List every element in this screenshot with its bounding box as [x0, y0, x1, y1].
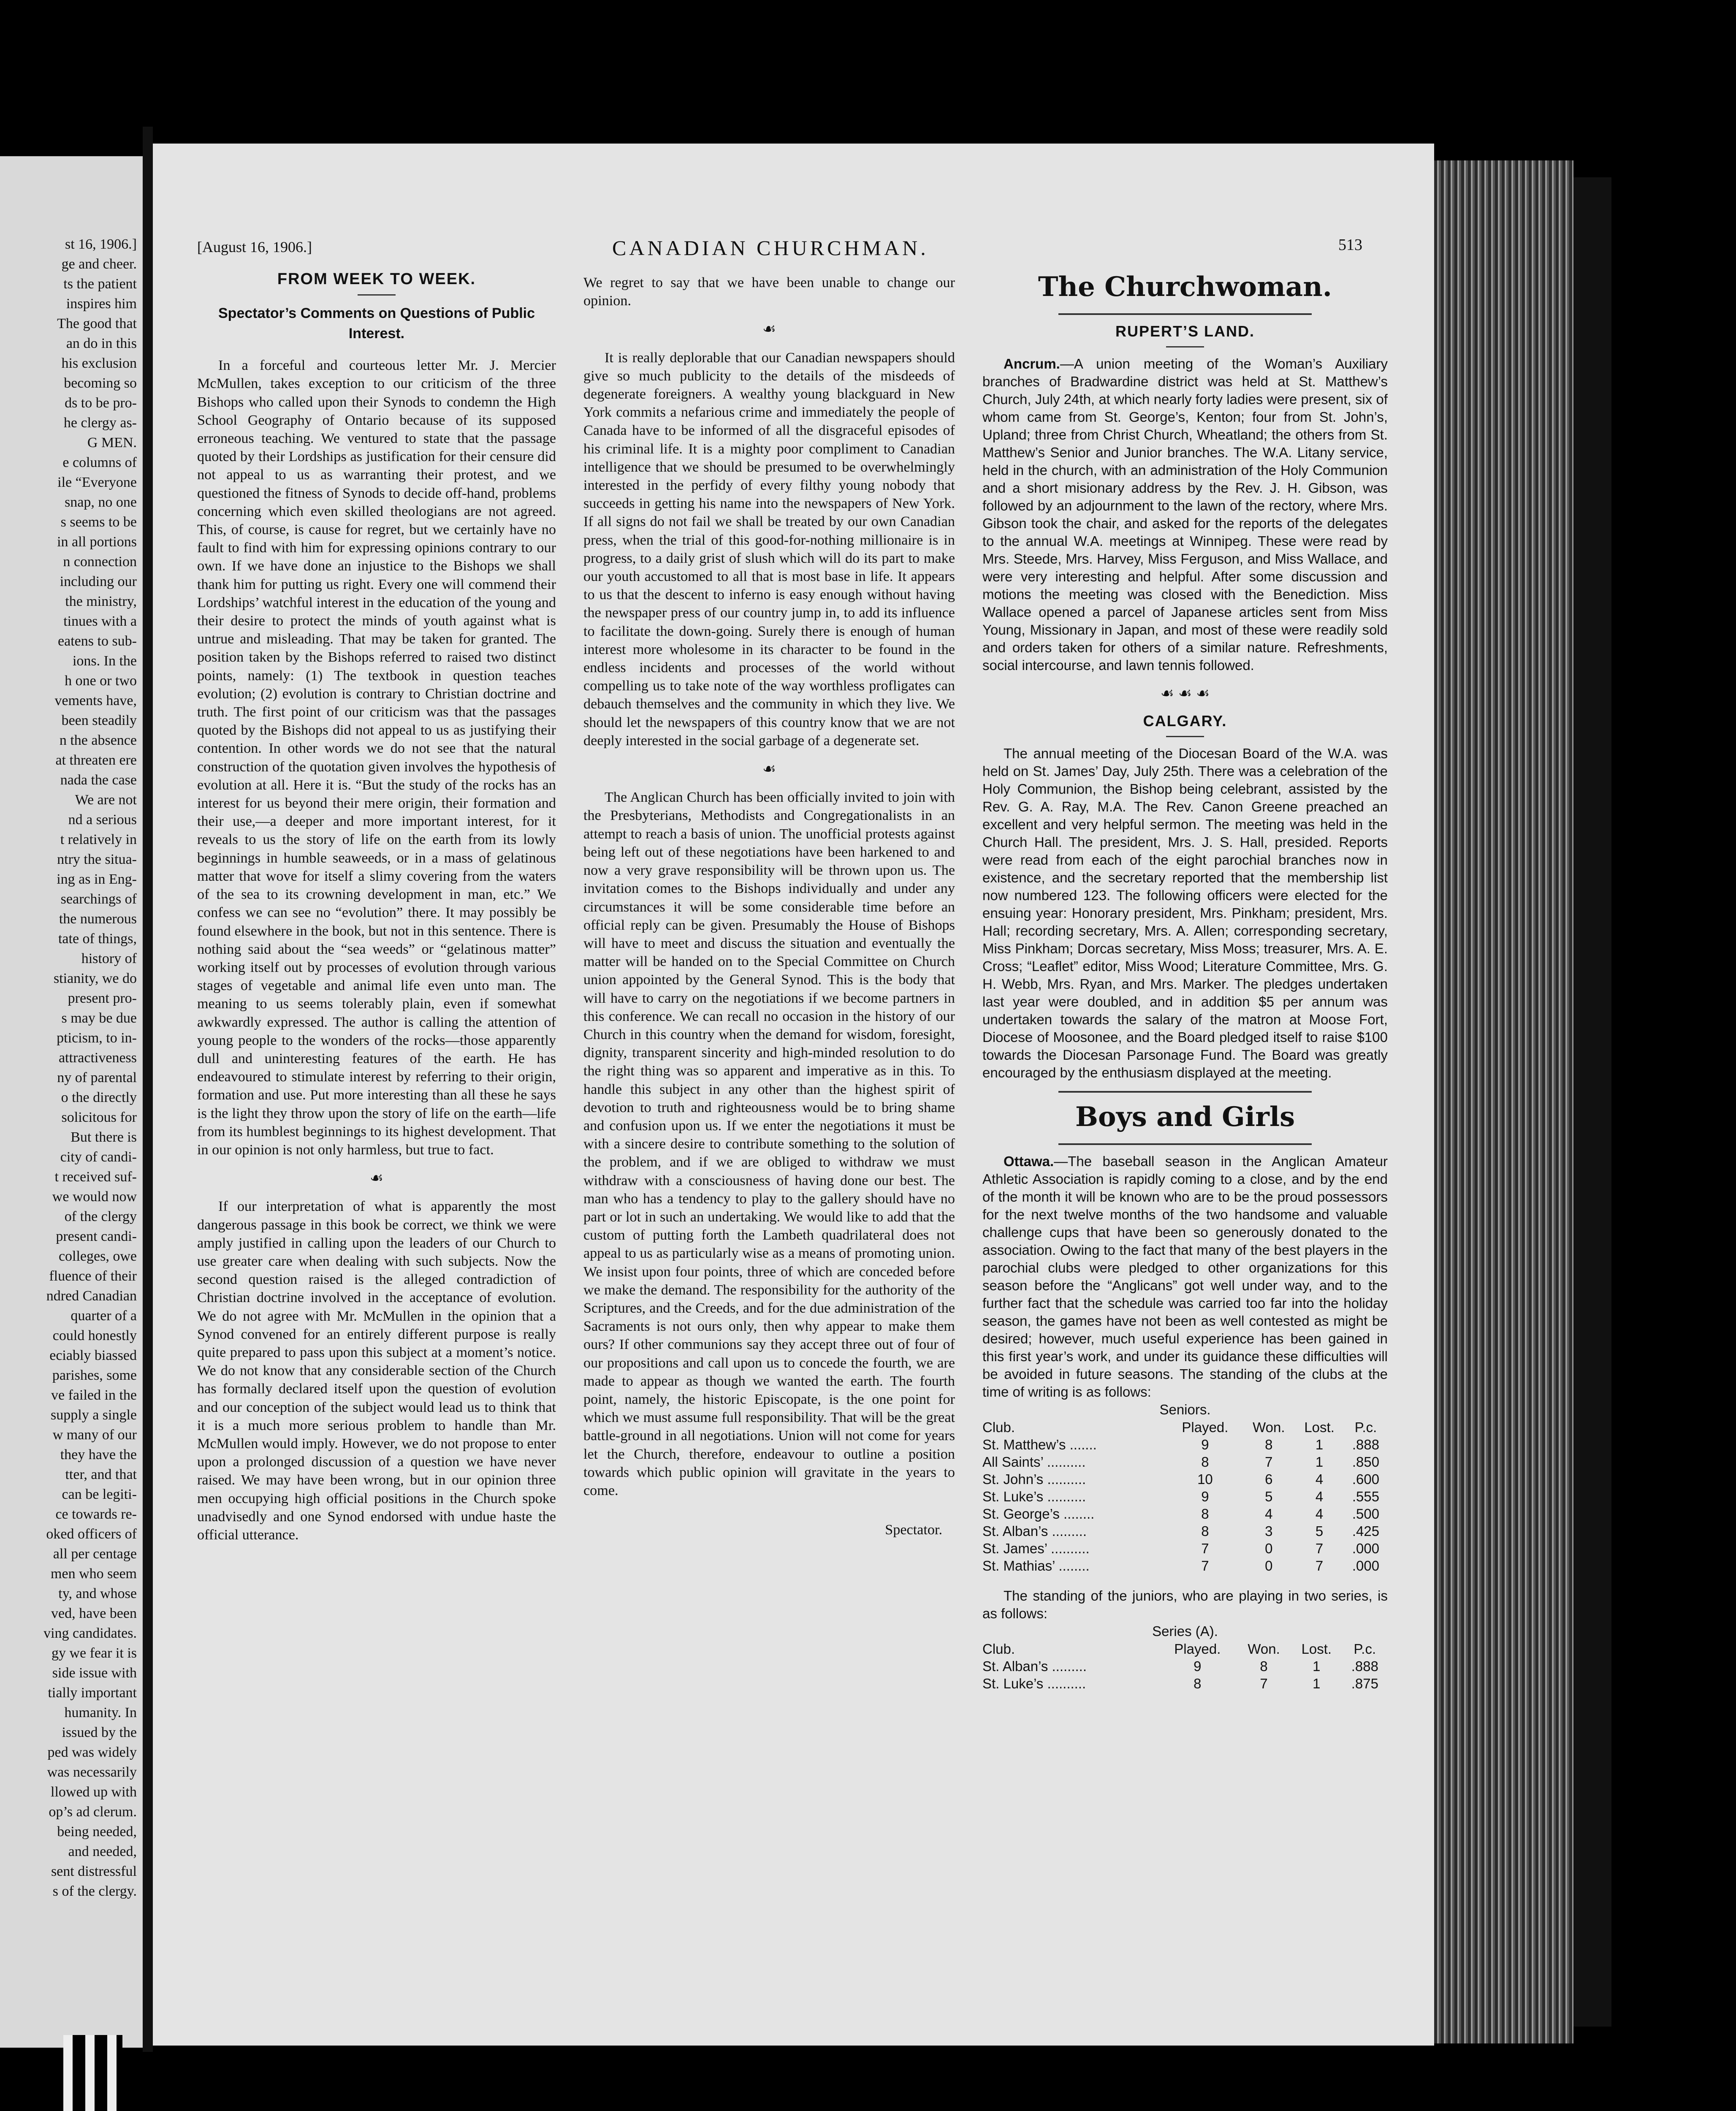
left-page-line: snap, no one	[65, 494, 137, 510]
left-page-line: op’s ad clerum.	[49, 1804, 137, 1820]
table-cell: .555	[1352, 1489, 1380, 1504]
header-date: [August 16, 1906.]	[197, 239, 312, 255]
left-page-line: But there is	[71, 1129, 137, 1145]
book-gutter	[143, 127, 153, 2052]
table-cell: 3	[1265, 1523, 1273, 1539]
left-page-line: ge and cheer.	[61, 256, 137, 272]
table-cell: .875	[1351, 1676, 1378, 1691]
column-middle	[583, 274, 955, 1539]
table-cell: St. John’s ..........	[982, 1471, 1086, 1487]
table-cell: .888	[1352, 1437, 1380, 1452]
left-page-line: st 16, 1906.]	[65, 236, 137, 252]
left-page-line: solicitous for	[61, 1110, 137, 1125]
left-page-line: ing as in Eng-	[57, 871, 137, 887]
paragraph: —A union meeting of the Woman’s Auxiliary branches of Bradwardine district was held at St. Matthew’s Church, July 24th, at which nearly forty ladies were present, six of whom came from St. George’s, Kenton; four from St. John’s, Upland; three from Christ Church, Wheatland; the others from St. Matthew’s Senior and Junior branches. The W.A. Litany service, held in the church, with an administration of the Holy Communion and a short misionary address by the Rev. J. H. Gibson, was followed by an adjournment to the lawn of the rectory, where Mrs. Gibson took the chair, and asked for the reports of the delegates to the annual W.A. meetings at Winnipeg. These were read by Mrs. Steede, Mrs. Harvey, Miss Ferguson, and Miss Wallace, and were very interesting and helpful. After some discussion and motions the meeting was closed with the Benediction. Miss Wallace opened a parcel of Japanese articles sent from Miss Young, Missionary in Japan, and most of these were readily sold and orders taken for others of a similar nature. Refreshments, social intercourse, and lawn tennis followed.	[982, 356, 1388, 673]
left-page-line: issued by the	[62, 1725, 137, 1740]
left-page-line: searchings of	[60, 891, 137, 907]
left-page-line: ntry the situa-	[57, 852, 137, 867]
table-header: Club.	[982, 1419, 1015, 1435]
left-page-line: w many of our	[52, 1427, 137, 1443]
left-page-line: was necessarily	[47, 1764, 137, 1780]
left-page-line: ving candidates.	[43, 1625, 137, 1641]
left-page-line: G MEN.	[87, 435, 137, 450]
left-page-line: e columns of	[62, 455, 137, 470]
table-cell: 1	[1315, 1454, 1324, 1470]
book-edge-shadow	[1573, 177, 1611, 2027]
table-cell: .000	[1352, 1558, 1380, 1574]
rule-divider	[1166, 346, 1204, 347]
left-page-line: side issue with	[52, 1665, 137, 1681]
paragraph: The Anglican Church has been officially invited to join with the Presbyterians, Methodists and Congregationalists in an attempt to reach a basis of union. The unofficial protests against being left out of these negotiations have been harkened to and now a very grave responsibility will be thrown upon us. The invitation comes to the Bishops individually and under any circumstances it will be some considerable time before an official reply can be given. Presumably the House of Bishops will have to meet and discuss the situation and eventually the matter will be handed on to the Special Committee on Church union appointed by the General Synod. This is the body that will have to carry on the negotiations if we become partners in this conference. We can recall no occasion in the history of our Church in this country when the demand for wisdom, foresight, dignity, transparent sincerity and high-minded resolution to do the right thing was so apparent and imperative as in this. To handle this subject in any other than the highest spirit of devotion to truth and righteousness would be to bring shame and confusion upon us. If we enter the negotiations it must be with a sincere desire to contribute something to the solution of the problem, and if we are obliged to withdraw we must withdraw with a consciousness of having done our best. The man who has a tendency to play to the gallery should have no part or lot in such an undertaking. We would like to add that the custom of putting forth the Lambeth quadrilateral does not appeal to us as particularly wise as a means of promoting union. We insist upon four points, three of which are conceded before we make the demand. The responsibility for the authority of the Scriptures, and the Creeds, and for the due administration of the Sacraments is not ours only, then why appear to make them ours? If other communions say they accept three out of four of our propositions and call upon us to concede the fourth, we are made to appear as though we wanted the earth. The fourth point, namely, the historic Episcopate, is the one point for which we must assume full responsibility. That will be the great battle-ground in all negotiations. Union will not come for years let the Church, therefore, endeavour to outline a position towards which public opinion will gravitate in the years to come.	[583, 790, 955, 1498]
left-page-line: t relatively in	[60, 832, 137, 847]
table-cell: 5	[1265, 1489, 1273, 1504]
left-page-line: s may be due	[61, 1010, 137, 1026]
left-page-fragment	[0, 156, 143, 2048]
rule-divider	[1058, 313, 1312, 315]
table-cell: 5	[1315, 1523, 1324, 1539]
table-cell: 7	[1315, 1541, 1324, 1556]
left-page-line: ile “Everyone	[57, 475, 137, 490]
left-page-line: llowed up with	[51, 1784, 137, 1800]
left-page-line: ions. In the	[72, 653, 137, 669]
rule-divider	[358, 294, 396, 296]
table-header: Played.	[1182, 1419, 1229, 1435]
left-page-line: parishes, some	[52, 1368, 137, 1383]
left-page-line: of the clergy	[64, 1209, 137, 1224]
page-edges	[1434, 160, 1573, 2043]
left-page-line: inspires him	[66, 296, 137, 312]
table-cell: 7	[1265, 1454, 1273, 1470]
table-cell: 4	[1315, 1471, 1324, 1487]
table-row	[982, 1522, 1388, 1540]
page-header	[153, 236, 1434, 261]
left-page-line: becoming so	[64, 375, 137, 391]
left-page-line: supply a single	[51, 1407, 137, 1423]
table-label: Seniors.	[1159, 1402, 1211, 1417]
ornament-icon: ☙	[369, 1169, 384, 1187]
left-page-line: oked officers of	[46, 1526, 137, 1542]
table-cell: 7	[1260, 1676, 1268, 1691]
ornament-icon: ☙	[762, 320, 776, 338]
left-page-line: in all portions	[57, 534, 137, 550]
table-cell: St. James’ ..........	[982, 1541, 1090, 1556]
series-a-table	[982, 1640, 1388, 1692]
table-row	[982, 1471, 1388, 1488]
column-subheading: Spectator’s Comments on Questions of Public Interest.	[218, 305, 535, 342]
left-page-line: vements have,	[54, 693, 137, 708]
left-page-line: ds to be pro-	[65, 395, 137, 411]
table-cell: 8	[1201, 1506, 1209, 1522]
table-row	[982, 1436, 1388, 1453]
left-page-line: h one or two	[65, 673, 137, 689]
left-page-line: tter, and that	[65, 1467, 137, 1482]
left-page-line: n connection	[63, 554, 137, 570]
left-page-line: including our	[60, 574, 137, 589]
left-page-line: city of candi-	[60, 1149, 137, 1165]
table-cell: 8	[1201, 1454, 1209, 1470]
rule-divider	[1058, 1143, 1312, 1145]
table-cell: .600	[1352, 1471, 1380, 1487]
paragraph: The standing of the juniors, who are playing in two series, is as follows:	[982, 1588, 1388, 1621]
table-cell: St. Alban’s .........	[982, 1658, 1087, 1674]
table-cell: 4	[1315, 1506, 1324, 1522]
left-page-line: eatens to sub-	[58, 633, 137, 649]
table-cell: 10	[1197, 1471, 1213, 1487]
table-row	[982, 1505, 1388, 1522]
left-page-line: present candi-	[56, 1229, 137, 1244]
table-header-row	[982, 1419, 1388, 1436]
table-row	[982, 1488, 1388, 1505]
left-page-line: present pro-	[68, 990, 137, 1006]
ornament-icon: ☙	[762, 760, 776, 778]
table-cell: 4	[1265, 1506, 1273, 1522]
left-page-line: can be legiti-	[62, 1487, 137, 1502]
table-header: Club.	[982, 1641, 1015, 1657]
left-page-line: tinues with a	[63, 613, 137, 629]
left-page-line: at threaten ere	[55, 752, 137, 768]
left-page-line: pticism, to in-	[57, 1030, 137, 1046]
paragraph: —The baseball season in the Anglican Amateur Athletic Association is rapidly coming to a close, and by the end of the month it will be known who are to be the proud possessors for the next twelve months of the two handsome and valuable challenge cups that have been so generously donated to the association. Owing to the fact that many of the best players in the parochial clubs were pledged to other organizations for this season before the “Anglicans” got well under way, and to the further fact that the schedule was carried too far into the holiday season, the games have not been as well contested as might be desired; however, much useful experience has been gained in this first year’s work, and under its guidance these difficulties will be avoided in future seasons. The standing of the clubs at the time of writing is as follows:	[982, 1153, 1388, 1400]
left-page-line: s of the clergy.	[52, 1883, 137, 1899]
table-cell: 6	[1265, 1471, 1273, 1487]
place-name: Ancrum.	[1004, 356, 1060, 372]
left-page-line: we would now	[52, 1189, 137, 1205]
column-heading: FROM WEEK TO WEEK.	[277, 270, 476, 288]
left-page-line: ts the patient	[63, 276, 137, 292]
table-cell: 9	[1201, 1489, 1209, 1504]
left-page-line: ny of parental	[57, 1070, 137, 1085]
ornament-icon: ☙ ☙ ☙	[1160, 684, 1210, 702]
table-cell: 8	[1265, 1437, 1273, 1452]
table-cell: 7	[1315, 1558, 1324, 1574]
left-page-line: they have the	[60, 1447, 137, 1463]
table-row	[982, 1557, 1388, 1574]
left-page-line: ped was widely	[47, 1745, 137, 1760]
diocese-heading: RUPERT’S LAND.	[1115, 323, 1255, 340]
left-page-line: been steadily	[61, 713, 137, 728]
table-cell: .425	[1352, 1523, 1380, 1539]
table-row	[982, 1453, 1388, 1471]
left-page-line: all per centage	[53, 1546, 137, 1562]
table-cell: 4	[1315, 1489, 1324, 1504]
left-page-line: nd a serious	[68, 812, 137, 828]
place-name: Ottawa.	[1004, 1153, 1054, 1169]
table-header: P.c.	[1354, 1419, 1377, 1435]
table-header-row	[982, 1640, 1388, 1658]
table-cell: St. Mathias’ ........	[982, 1558, 1090, 1574]
left-page-line: he clergy as-	[63, 415, 137, 431]
table-row	[982, 1540, 1388, 1557]
paragraph: In a forceful and courteous letter Mr. J. Mercier McMullen, takes exception to our criticism of the three Bishops who called upon their Synods to condemn the High School Geography of Ontario because of its supposed erroneous teaching. We ventured to state that the passage quoted by their Lordships as justification for their censure did not appeal to us as warranting their protest, and we questioned the fitness of Synods to decide off-hand, problems concerning which even skilled theologians are not agreed. This, of course, is cause for regret, but we certainly have no fault to find with him for expressing opinions contrary to our own. If we have done an injustice to the Bishops we shall thank him for putting us right. Every one will commend their Lordships’ watchful interest in the education of the young and their desire to protect the minds of youth against what is untrue and misleading. That may be taken for granted. The position taken by the Bishops referred to raised two distinct points, namely: (1) The textbook in question teaches evolution; (2) evolution is contrary to Christian doctrine and truth. The first point of our criticism was that the passages quoted by the Bishops did not appeal to us as justifying their contention. In other words we do not see that the natural construction of the quotation given involves the hypothesis of evolution at all. Here it is. “But the study of the rocks has an interest for us beyond their mere origin, their formation and their use,—a deeper and more important interest, for it reveals to us the story of life on the earth from its lowly beginnings in humble seaweeds, or in a mass of gelatinous matter that wove for itself a slimy covering from the waters of the sea to its crowning development in man, etc.” We confess we can see no “evolution” there. It may possibly be found elsewhere in the book, but not in this sentence. There is nothing said about the “sea weeds” or “gelatinous matter” working itself out by processes of evolution through various stages of vegetable and animal life even unto man. The meaning to us seems tolerably plain, even if somewhat awkwardly expressed. The author is calling the attention of young people to the wonders of the rocks—those apparently dull and uninteresting features of the earth. He has endeavoured to stimulate interest by referring to their origin, formation and use. Put more interesting than all these he says is the light they throw upon the story of life on the earth—life from its humblest beginnings to its highest development. That in our opinion is not only harmless, but true to fact.	[197, 358, 556, 1158]
left-page-line: ved, have been	[51, 1606, 137, 1621]
column-churchwoman	[982, 270, 1388, 1692]
left-page-line: an do in this	[66, 336, 137, 351]
left-page-line: sent distressful	[51, 1864, 137, 1879]
left-page-line: We are not	[75, 792, 137, 808]
table-header: Lost.	[1304, 1419, 1335, 1435]
table-cell: .888	[1351, 1658, 1378, 1674]
header-title: CANADIAN CHURCHMAN.	[612, 236, 929, 260]
table-cell: St. Luke’s ..........	[982, 1489, 1086, 1504]
table-row	[982, 1675, 1388, 1692]
paragraph: If our interpretation of what is apparently the most dangerous passage in this book be correct, we think we were amply justified in calling upon the leaders of our Church to use greater care when dealing with such subjects. Now the second question raised is the alleged contradiction of Christian doctrine involved in the acceptance of evolution. We do not agree with Mr. McMullen in the opinion that a Synod convened for an entirely different purpose is really quite prepared to pass upon this subject at a moment’s notice. We do not know that any considerable section of the Church has formally declared itself upon the question of evolution and our conception of the subject would lead us to think that it is a much more serious problem to handle than Mr. McMullen would imply. However, we do not propose to enter upon a prolonged discussion of a question we have never raised. We may have been wrong, but in our opinion three men occupying high official positions in the Church spoke unadvisedly and one Synod endorsed with undue haste the official utterance.	[197, 1199, 556, 1543]
left-page-line: ty, and whose	[58, 1586, 137, 1601]
left-page-line: colleges, owe	[58, 1248, 137, 1264]
table-cell: 9	[1194, 1658, 1202, 1674]
left-page-line: being needed,	[57, 1824, 137, 1840]
paragraph: It is really deplorable that our Canadian newspapers should give so much publicity to the details of the misdeeds of degenerate foreigners. A wealthy young blackguard in New York commits a nefarious crime and immediately the people of Canada have to be informed of all the disgraceful episodes of his criminal life. It is a mighty poor compliment to Canadian intelligence that we should be presumed to be overwhelmingly interested in the perfidy of every filthy young nobody that succeeds in getting his name into the newspapers of New York. If all signs do not fail we shall be treated by our own Canadian press, when the trial of this good-for-nothing millionaire is in progress, to a daily grist of slush which will do its part to make our youth accustomed to all that is most base in life. It appears to us that the descent to inferno is easy enough without having the newspaper press of our country jump in, to add its influence to facilitate the down-going. Surely there is enough of human interest more wholesome in its character to be found in the endless incidents and processes of the world without compelling us to take note of the way worthless profligates can debauch themselves and the community in which they live. We should let the newspapers of this country know that we are not deeply interested in the social garbage of a degenerate set.	[583, 350, 955, 749]
table-cell: St. Matthew’s .......	[982, 1437, 1097, 1452]
left-page-line: eciably biassed	[49, 1348, 137, 1363]
page-number: 513	[1338, 236, 1362, 254]
scan-border-stripes	[63, 2035, 122, 2111]
table-cell: 0	[1265, 1558, 1273, 1574]
left-page-line: the ministry,	[65, 594, 137, 609]
table-row	[982, 1658, 1388, 1675]
section-title: Boys and Girls	[1075, 1101, 1295, 1133]
left-page-line: o the directly	[61, 1090, 137, 1105]
table-cell: .850	[1352, 1454, 1380, 1470]
table-cell: 1	[1313, 1676, 1321, 1691]
left-page-line: t received suf-	[54, 1169, 137, 1185]
table-cell: 0	[1265, 1541, 1273, 1556]
left-page-line: ve failed in the	[51, 1387, 137, 1403]
paragraph: We regret to say that we have been unable to change our opinion.	[583, 275, 955, 309]
left-page-line: could honestly	[52, 1328, 137, 1343]
table-cell: 1	[1313, 1658, 1321, 1674]
paragraph: The annual meeting of the Diocesan Board of the W.A. was held on St. James’ Day, July 25th. There was a celebration of the Holy Communion, the Bishop being celebrant, assisted by the Rev. G. A. Ray, M.A. The Rev. Canon Greene preached an excellent and very helpful sermon. The meeting was held in the Church Hall. The president, Mrs. J. S. Hall, presided. Reports were read from each of the eight parochial branches now in existence, and the secretary reported that the membership list now numbered 123. The following officers were elected for the ensuing year: Honorary president, Mrs. Pinkham; president, Mrs. Hall; recording secretary, Mrs. A. Allen; corresponding secretary, Miss Pinkham; Dorcas secretary, Miss Moss; treasurer, Mrs. A. E. Cross; “Leaflet” editor, Miss Wood; Literature Committee, Mrs. G. H. Webb, Mrs. Ryan, and Mrs. Marker. The pledges undertaken last year were doubled, and in addition $5 per annum was undertaken towards the salary of the matron at Moose Fort, Diocese of Moosonee, and the Board pledged itself to raise $100 towards the Diocesan Parsonage Fund. The Board was greatly encouraged by the enthusiasm displayed at the meeting.	[982, 746, 1388, 1080]
table-header: P.c.	[1354, 1641, 1376, 1657]
rule-divider	[1058, 1091, 1312, 1093]
left-page-line: his exclusion	[61, 355, 137, 371]
left-page-line: attractiveness	[58, 1050, 137, 1066]
seniors-table	[982, 1419, 1388, 1574]
table-header: Won.	[1248, 1641, 1280, 1657]
left-page-line: n the absence	[59, 733, 137, 748]
table-cell: St. Luke’s ..........	[982, 1676, 1086, 1691]
left-page-line: s seems to be	[60, 514, 137, 530]
table-cell: 9	[1201, 1437, 1209, 1452]
left-page-line: and needed,	[68, 1844, 137, 1859]
table-cell: .000	[1352, 1541, 1380, 1556]
column-from-week-to-week	[197, 270, 556, 1544]
table-cell: 8	[1201, 1523, 1209, 1539]
section-title: The Churchwoman.	[1038, 271, 1332, 303]
left-page-line: quarter of a	[71, 1308, 137, 1324]
table-cell: 1	[1315, 1437, 1324, 1452]
table-cell: .500	[1352, 1506, 1380, 1522]
newspaper-page	[153, 144, 1434, 2046]
table-cell: 8	[1194, 1676, 1202, 1691]
table-cell: 7	[1201, 1558, 1209, 1574]
table-header: Lost.	[1301, 1641, 1332, 1657]
table-header: Played.	[1174, 1641, 1221, 1657]
left-page-line: history of	[81, 951, 137, 966]
left-page-line: tate of things,	[58, 931, 137, 947]
table-label: Series (A).	[1152, 1623, 1218, 1639]
signature: Spectator.	[885, 1522, 942, 1538]
left-page-line: gy we fear it is	[51, 1645, 137, 1661]
left-page-line: fluence of their	[49, 1268, 137, 1284]
left-page-line: tially important	[48, 1685, 137, 1701]
rule-divider	[1166, 736, 1204, 737]
left-page-line: ndred Canadian	[46, 1288, 137, 1304]
left-page-line: stianity, we do	[53, 971, 137, 986]
table-cell: 7	[1201, 1541, 1209, 1556]
table-header: Won.	[1253, 1419, 1285, 1435]
left-page-line: men who seem	[51, 1566, 137, 1582]
diocese-heading: CALGARY.	[1143, 712, 1227, 730]
table-cell: St. George’s ........	[982, 1506, 1095, 1522]
table-cell: All Saints’ ..........	[982, 1454, 1086, 1470]
table-cell: 8	[1260, 1658, 1268, 1674]
left-page-line: humanity. In	[64, 1705, 137, 1720]
left-page-line: ce towards re-	[55, 1506, 137, 1522]
left-page-line: the numerous	[59, 911, 137, 927]
table-cell: St. Alban’s .........	[982, 1523, 1087, 1539]
left-page-line: nada the case	[60, 772, 137, 788]
left-page-line: The good that	[57, 316, 137, 331]
